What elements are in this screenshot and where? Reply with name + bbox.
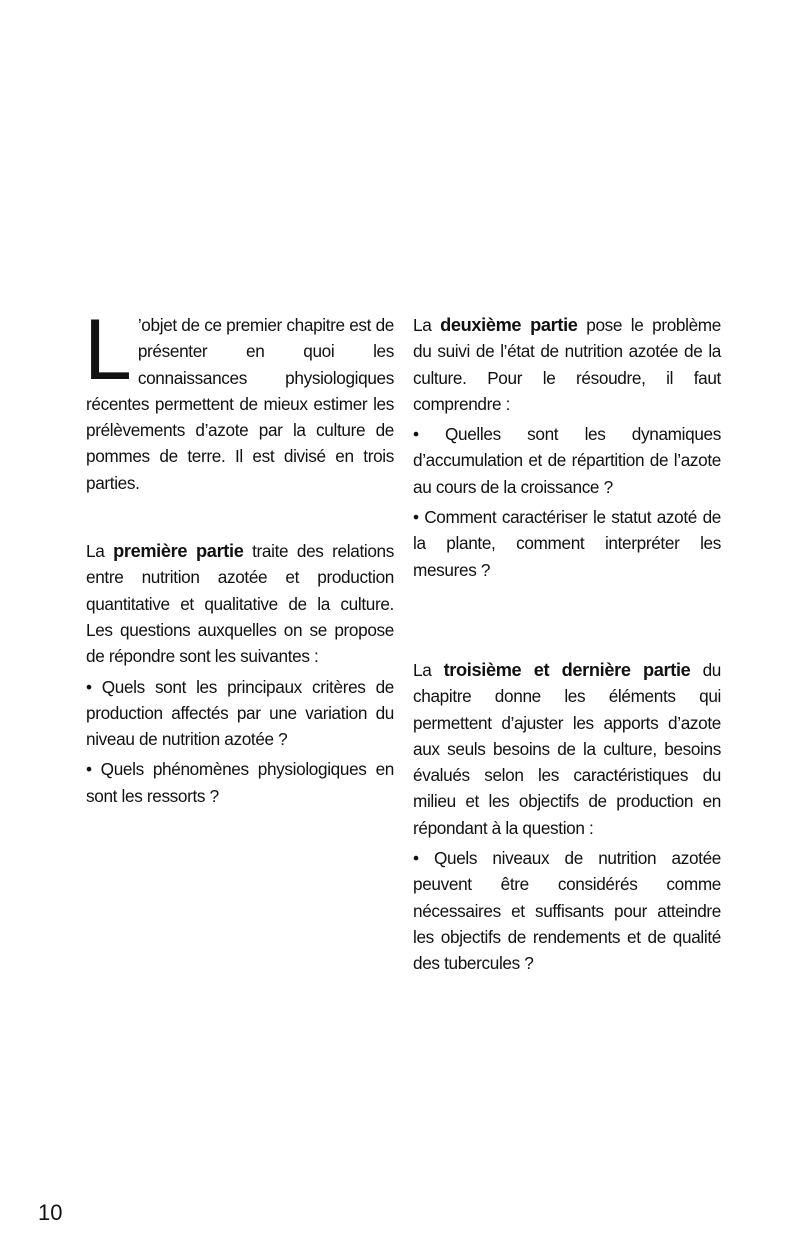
part3-lead: La xyxy=(413,659,444,680)
intro-paragraph xyxy=(84,302,394,496)
part1-lead: La xyxy=(86,541,114,562)
part3-paragraph xyxy=(413,657,721,841)
drop-cap: L xyxy=(84,302,132,398)
part2-bullet-1: • Quelles sont les dynamiques d’accumulation et de répartition de l’azote au cours de la croissance ? xyxy=(413,424,721,497)
part1-text: traite des relations entre nutrition azotée et production quantitative et qualitative de la culture. Les questions auxquelles on se propose de répondre sont les suivantes : xyxy=(86,541,394,667)
part2-paragraph xyxy=(413,312,721,417)
right-column xyxy=(413,312,721,977)
page-number: 10 xyxy=(38,1200,63,1225)
part1-paragraph xyxy=(86,538,394,669)
left-column xyxy=(84,302,394,809)
part3-text: du chapitre donne les éléments qui permettent d’ajuster les apports d’azote aux seuls besoins de la culture, besoins évalués selon les caractéristiques du milieu et les objectifs de production en répondant à la question : xyxy=(413,659,722,838)
part2-text: pose le problème du suivi de l’état de nutrition azotée de la culture. Pour le résoudre, il faut comprendre : xyxy=(413,315,721,414)
part3-bullet-1: • Quels niveaux de nutrition azotée peuvent être considérés comme nécessaires et suffisants pour atteindre les objectifs de rendements et de qualité des tubercules ? xyxy=(413,848,721,974)
intro-text: ’objet de ce premier chapitre est de présenter en quoi les connaissances physiologiques récentes permettent de mieux estimer les prélèvements d’azote par la culture de pommes de terre. Il est divisé en trois parties. xyxy=(86,315,394,493)
part2-bullet-2: • Comment caractériser le statut azoté de la plante, comment interpréter les mesures ? xyxy=(413,507,721,580)
part3-title: troisième et dernière partie xyxy=(443,659,691,680)
part2-title: deuxième partie xyxy=(440,315,578,335)
part1-bullet-2: • Quels phénomènes physiologiques en sont les ressorts ? xyxy=(86,759,394,806)
part2-lead: La xyxy=(413,315,441,335)
part1-bullet-1: • Quels sont les principaux critères de production affectés par une variation du niveau de nutrition azotée ? xyxy=(86,676,394,750)
part1-title: première partie xyxy=(113,541,244,562)
